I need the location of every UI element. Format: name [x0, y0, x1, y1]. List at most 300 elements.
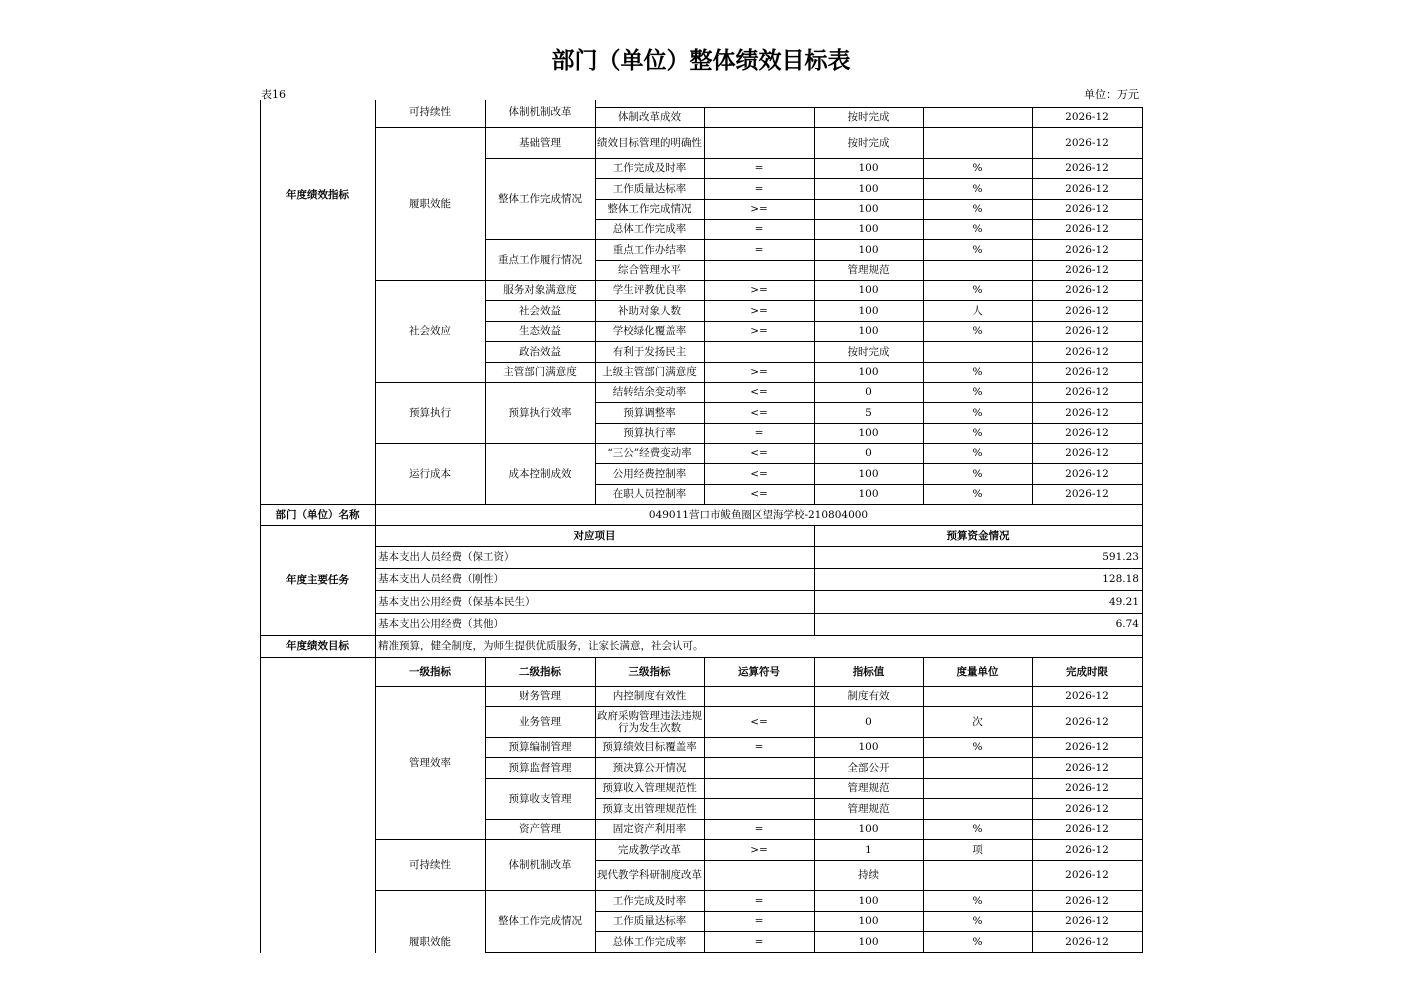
- grid-line: [595, 199, 705, 200]
- grid-line: [814, 737, 815, 758]
- form-number: 表16: [261, 88, 286, 101]
- grid-line: [814, 158, 924, 159]
- grid-line: [814, 484, 815, 505]
- top-row-op: >=: [750, 325, 768, 337]
- grid-line: [1032, 178, 1143, 179]
- grid-line: [595, 239, 596, 281]
- grid-line: [1032, 911, 1033, 932]
- grid-line: [814, 107, 815, 128]
- top-row-time: 2026-12: [1065, 406, 1109, 419]
- grid-line: [704, 798, 815, 799]
- grid-line: [1032, 260, 1033, 281]
- top-row-l3: 绩效目标管理的明确性: [597, 136, 702, 149]
- grid-line: [704, 798, 705, 820]
- grid-line: [923, 402, 1033, 403]
- grid-line: [595, 757, 596, 779]
- bottom-row-op: =: [754, 823, 764, 835]
- bottom-row-unit: %: [972, 741, 983, 753]
- grid-line: [814, 911, 924, 912]
- grid-line: [704, 199, 705, 220]
- top-row-val: 100: [858, 325, 879, 337]
- grid-line: [704, 300, 815, 301]
- grid-line: [485, 382, 596, 383]
- grid-line: [1142, 546, 1143, 569]
- grid-line: [1032, 300, 1143, 301]
- grid-line: [923, 423, 1033, 424]
- bottom-row-time: 2026-12: [1065, 843, 1109, 856]
- grid-line: [923, 706, 1033, 707]
- bottom-l2-group: 体制机制改革: [508, 858, 572, 871]
- top-row-op: [704, 260, 814, 280]
- grid-line: [595, 737, 596, 758]
- bottom-row-l3: 总体工作完成率: [612, 935, 687, 948]
- grid-line: [923, 178, 1033, 179]
- grid-line: [814, 463, 815, 485]
- grid-line: [923, 860, 1033, 861]
- bottom-header: 三级指标: [628, 665, 671, 678]
- top-row-op: <=: [750, 386, 768, 398]
- grid-line: [595, 362, 596, 383]
- grid-line: [1032, 890, 1143, 891]
- grid-line: [595, 931, 705, 932]
- grid-line: [814, 199, 815, 220]
- grid-line: [595, 280, 596, 301]
- grid-line: [704, 706, 815, 707]
- top-row-l3: 预算调整率: [623, 406, 676, 419]
- grid-line: [595, 952, 705, 953]
- grid-line: [704, 362, 705, 383]
- grid-line: [1032, 219, 1143, 220]
- top-row-op: <=: [750, 467, 768, 480]
- grid-line: [704, 463, 705, 485]
- grid-line: [1032, 382, 1033, 403]
- grid-line: [1032, 107, 1033, 128]
- grid-line: [814, 737, 924, 738]
- grid-line: [375, 613, 376, 636]
- grid-line: [1142, 402, 1143, 424]
- top-row-op: <=: [750, 488, 768, 500]
- grid-line: [923, 158, 924, 179]
- top-row-l3: 工作完成及时率: [612, 162, 687, 174]
- grid-line: [814, 613, 815, 636]
- bottom-row-time: 2026-12: [1065, 802, 1109, 815]
- grid-line: [1142, 127, 1143, 159]
- bottom-row-op: =: [754, 741, 764, 753]
- grid-line: [1142, 686, 1143, 707]
- grid-line: [923, 931, 1033, 932]
- grid-line: [1032, 321, 1033, 342]
- grid-line: [1032, 686, 1143, 687]
- grid-line: [375, 635, 376, 658]
- grid-line: [1142, 260, 1143, 281]
- top-row-unit: %: [972, 284, 983, 296]
- top-l1-group: 运行成本: [409, 467, 451, 480]
- grid-line: [923, 362, 924, 383]
- grid-line: [1142, 300, 1143, 322]
- grid-line: [814, 546, 815, 569]
- bottom-row-l3: 预算绩效目标覆盖率: [602, 741, 697, 753]
- top-row-val: 100: [858, 467, 879, 480]
- grid-line: [814, 127, 924, 128]
- grid-line: [704, 778, 815, 779]
- grid-line: [704, 402, 815, 403]
- grid-line: [814, 860, 924, 861]
- top-row-op: =: [754, 162, 764, 174]
- bottom-row-val: 100: [858, 935, 879, 948]
- grid-line: [923, 911, 924, 932]
- grid-line: [814, 911, 815, 932]
- grid-line: [1142, 341, 1143, 363]
- grid-line: [704, 657, 815, 658]
- grid-line: [923, 657, 1033, 658]
- grid-line: [485, 657, 486, 687]
- bottom-row-unit: [923, 686, 1032, 706]
- grid-line: [595, 443, 705, 444]
- grid-line: [704, 178, 815, 179]
- grid-line: [704, 239, 705, 261]
- top-row-unit: [923, 260, 1032, 280]
- grid-line: [814, 463, 924, 464]
- grid-line: [814, 158, 815, 179]
- grid-line: [1142, 219, 1143, 240]
- grid-line: [595, 382, 705, 383]
- grid-line: [260, 635, 261, 658]
- bottom-row-op: =: [754, 935, 764, 948]
- top-row-time: 2026-12: [1065, 447, 1109, 459]
- top-row-l3: 有利于发扬民主: [612, 345, 687, 358]
- top-row-val: 100: [858, 182, 879, 195]
- bottom-row-l3: 工作质量达标率: [612, 915, 687, 927]
- top-row-unit: %: [972, 243, 983, 256]
- grid-line: [1032, 657, 1143, 658]
- top-l1-continued: 可持续性: [409, 105, 451, 118]
- grid-line: [485, 280, 596, 281]
- grid-line: [1032, 463, 1143, 464]
- bottom-row-time: 2026-12: [1065, 782, 1109, 794]
- grid-line: [595, 839, 596, 891]
- top-row-time: 2026-12: [1065, 366, 1109, 378]
- tasks-col-budget: 预算资金情况: [946, 529, 1010, 542]
- top-row-op: >=: [750, 366, 768, 378]
- grid-line: [260, 525, 261, 636]
- top-row-l3: 学校绿化覆盖率: [612, 325, 687, 337]
- grid-line: [704, 860, 815, 861]
- grid-line: [1032, 757, 1143, 758]
- grid-line: [1032, 798, 1033, 820]
- top-row-op: [704, 127, 814, 158]
- grid-line: [1142, 931, 1143, 953]
- grid-line: [1032, 737, 1143, 738]
- grid-line: [923, 402, 924, 424]
- grid-line: [704, 819, 705, 840]
- bottom-row-val: 100: [858, 915, 879, 927]
- grid-line: [375, 686, 376, 840]
- grid-line: [704, 239, 815, 240]
- grid-line: [814, 819, 924, 820]
- grid-line: [704, 778, 705, 799]
- grid-line: [814, 860, 815, 891]
- top-row-unit: %: [972, 325, 983, 337]
- grid-line: [814, 402, 815, 424]
- grid-line: [923, 778, 1033, 779]
- top-section-label: 年度绩效指标: [286, 189, 349, 201]
- grid-line: [485, 890, 486, 953]
- grid-line: [814, 239, 924, 240]
- grid-line: [923, 127, 1033, 128]
- grid-line: [923, 300, 924, 322]
- top-row-l3: 补助对象人数: [618, 304, 681, 317]
- top-row-unit: %: [972, 203, 983, 215]
- grid-line: [375, 127, 596, 128]
- grid-line: [814, 839, 815, 861]
- top-row-op: >=: [750, 203, 768, 215]
- top-row-l3: 预算执行率: [623, 427, 676, 439]
- top-row-time: 2026-12: [1065, 136, 1109, 149]
- grid-line: [1032, 280, 1143, 281]
- grid-line: [923, 952, 1033, 953]
- grid-line: [814, 778, 815, 799]
- grid-line: [1032, 484, 1143, 485]
- grid-line: [923, 107, 924, 128]
- grid-line: [375, 635, 1143, 636]
- grid-line: [260, 657, 376, 658]
- grid-line: [595, 819, 596, 840]
- bottom-header: 运算符号: [738, 665, 780, 678]
- grid-line: [814, 423, 924, 424]
- grid-line: [923, 341, 924, 363]
- grid-line: [814, 890, 815, 912]
- grid-line: [375, 100, 376, 505]
- top-row-l3: 在职人员控制率: [612, 488, 687, 500]
- grid-line: [485, 382, 486, 444]
- grid-line: [704, 127, 705, 159]
- grid-line: [814, 798, 815, 820]
- grid-line: [704, 321, 815, 322]
- bottom-row-unit: %: [972, 894, 983, 907]
- grid-line: [704, 757, 705, 779]
- grid-line: [485, 706, 596, 707]
- grid-line: [595, 300, 596, 322]
- grid-line: [923, 199, 1033, 200]
- grid-line: [595, 107, 705, 108]
- top-row-unit: %: [972, 467, 983, 480]
- grid-line: [1032, 911, 1143, 912]
- grid-line: [704, 107, 705, 128]
- grid-line: [1142, 839, 1143, 861]
- top-row-unit: [923, 127, 1032, 158]
- grid-line: [485, 300, 596, 301]
- top-row-val: 按时完成: [847, 136, 890, 149]
- grid-line: [1032, 839, 1033, 861]
- top-l2-group: 生态效益: [519, 325, 561, 337]
- grid-line: [704, 757, 815, 758]
- top-row-l3: 工作质量达标率: [612, 182, 687, 195]
- top-row-unit: %: [972, 488, 983, 500]
- top-row-l3: 综合管理水平: [618, 264, 681, 276]
- grid-line: [704, 382, 705, 403]
- grid-line: [704, 463, 815, 464]
- top-row-op: <=: [750, 406, 768, 419]
- grid-line: [1142, 443, 1143, 464]
- top-row-val: 100: [858, 427, 879, 439]
- grid-line: [260, 635, 376, 636]
- grid-line: [923, 219, 1033, 220]
- grid-line: [375, 657, 376, 687]
- grid-line: [923, 107, 1033, 108]
- bottom-row-val: 100: [858, 894, 879, 907]
- grid-line: [1032, 860, 1143, 861]
- top-row-val: 5: [865, 406, 872, 419]
- grid-line: [1032, 657, 1033, 687]
- top-row-unit: %: [972, 447, 983, 459]
- top-l2-group: 政治效益: [519, 345, 561, 358]
- grid-line: [814, 300, 924, 301]
- grid-line: [923, 127, 924, 159]
- grid-line: [704, 952, 815, 953]
- top-l2-group: 预算执行效率: [508, 406, 572, 419]
- grid-line: [595, 860, 705, 861]
- grid-line: [1032, 178, 1033, 200]
- grid-line: [595, 341, 705, 342]
- top-row-val: 100: [858, 223, 879, 235]
- grid-line: [814, 382, 924, 383]
- top-row-time: 2026-12: [1065, 304, 1109, 317]
- grid-line: [923, 443, 924, 464]
- bottom-row-l3: 内控制度有效性: [612, 690, 687, 702]
- grid-line: [1032, 484, 1033, 505]
- grid-line: [923, 321, 1033, 322]
- bottom-l2-group: 业务管理: [519, 715, 561, 728]
- grid-line: [485, 443, 596, 444]
- grid-line: [814, 657, 815, 687]
- grid-line: [375, 504, 376, 526]
- grid-line: [1142, 635, 1143, 658]
- bottom-row-op: >=: [750, 843, 768, 856]
- grid-line: [485, 341, 596, 342]
- grid-line: [485, 839, 596, 840]
- grid-line: [485, 100, 486, 128]
- bottom-header: 指标值: [852, 665, 885, 678]
- grid-line: [375, 504, 1143, 505]
- grid-line: [814, 931, 924, 932]
- top-row-time: 2026-12: [1065, 325, 1109, 337]
- grid-line: [595, 484, 705, 485]
- grid-line: [375, 525, 815, 526]
- grid-line: [923, 757, 924, 779]
- top-row-time: 2026-12: [1065, 427, 1109, 439]
- grid-line: [1032, 952, 1143, 953]
- grid-line: [814, 931, 815, 953]
- bottom-row-unit: %: [972, 935, 983, 948]
- grid-line: [485, 239, 596, 240]
- grid-line: [1142, 158, 1143, 179]
- grid-line: [485, 686, 596, 687]
- bottom-row-unit: %: [972, 915, 983, 927]
- grid-line: [704, 706, 705, 738]
- grid-line: [485, 737, 596, 738]
- bottom-row-val: 全部公开: [847, 761, 890, 774]
- grid-line: [814, 525, 1143, 526]
- grid-line: [704, 423, 815, 424]
- grid-line: [814, 199, 924, 200]
- grid-line: [923, 280, 1033, 281]
- grid-line: [923, 798, 1033, 799]
- bottom-row-time: 2026-12: [1065, 915, 1109, 927]
- grid-line: [1032, 778, 1033, 799]
- top-l1-group: 预算执行: [409, 406, 451, 419]
- grid-line: [1142, 737, 1143, 758]
- grid-line: [485, 657, 596, 658]
- grid-line: [595, 127, 596, 159]
- grid-line: [1142, 613, 1143, 636]
- grid-line: [704, 890, 705, 912]
- grid-line: [260, 100, 261, 505]
- grid-line: [485, 890, 596, 891]
- bottom-row-unit: [923, 860, 1032, 890]
- grid-line: [814, 686, 815, 707]
- grid-line: [595, 463, 705, 464]
- grid-line: [1032, 757, 1033, 779]
- top-row-unit: %: [972, 427, 983, 439]
- top-l2-group: 基础管理: [519, 136, 561, 149]
- grid-line: [375, 568, 815, 569]
- bottom-header: 度量单位: [956, 665, 999, 678]
- bottom-l2-group: 预算收支管理: [508, 792, 572, 805]
- bottom-row-unit: 项: [972, 843, 983, 856]
- grid-line: [814, 443, 924, 444]
- grid-line: [485, 280, 486, 383]
- grid-line: [1032, 158, 1033, 179]
- grid-line: [923, 199, 924, 220]
- task-amount: 6.74: [1115, 618, 1139, 630]
- grid-line: [485, 158, 596, 159]
- top-row-unit: [923, 341, 1032, 362]
- grid-line: [704, 839, 705, 861]
- bottom-row-val: 0: [865, 715, 872, 728]
- grid-line: [814, 260, 924, 261]
- grid-line: [375, 890, 486, 891]
- grid-line: [704, 362, 815, 363]
- bottom-row-unit: 次: [972, 715, 983, 728]
- top-row-val: 按时完成: [847, 111, 890, 123]
- top-row-unit: %: [972, 406, 983, 419]
- grid-line: [375, 686, 486, 687]
- grid-line: [1032, 239, 1143, 240]
- grid-line: [814, 280, 924, 281]
- bottom-row-op: =: [754, 915, 764, 927]
- grid-line: [923, 280, 924, 301]
- grid-line: [704, 260, 815, 261]
- grid-line: [375, 546, 815, 547]
- bottom-row-l3: 预算支出管理规范性: [602, 802, 697, 815]
- grid-line: [1032, 778, 1143, 779]
- bottom-l2-group: 整体工作完成情况: [498, 915, 582, 927]
- task-amount: 591.23: [1102, 551, 1139, 563]
- grid-line: [704, 911, 815, 912]
- top-row-op: =: [754, 243, 764, 256]
- bottom-l2-group: 财务管理: [519, 690, 561, 702]
- grid-line: [595, 341, 596, 363]
- grid-line: [704, 443, 815, 444]
- grid-line: [375, 443, 486, 444]
- grid-line: [375, 657, 486, 658]
- top-row-time: 2026-12: [1065, 488, 1109, 500]
- grid-line: [1032, 280, 1033, 301]
- grid-line: [595, 443, 596, 505]
- bottom-row-val: 100: [858, 741, 879, 753]
- grid-line: [1032, 127, 1033, 159]
- bottom-row-time: 2026-12: [1065, 741, 1109, 753]
